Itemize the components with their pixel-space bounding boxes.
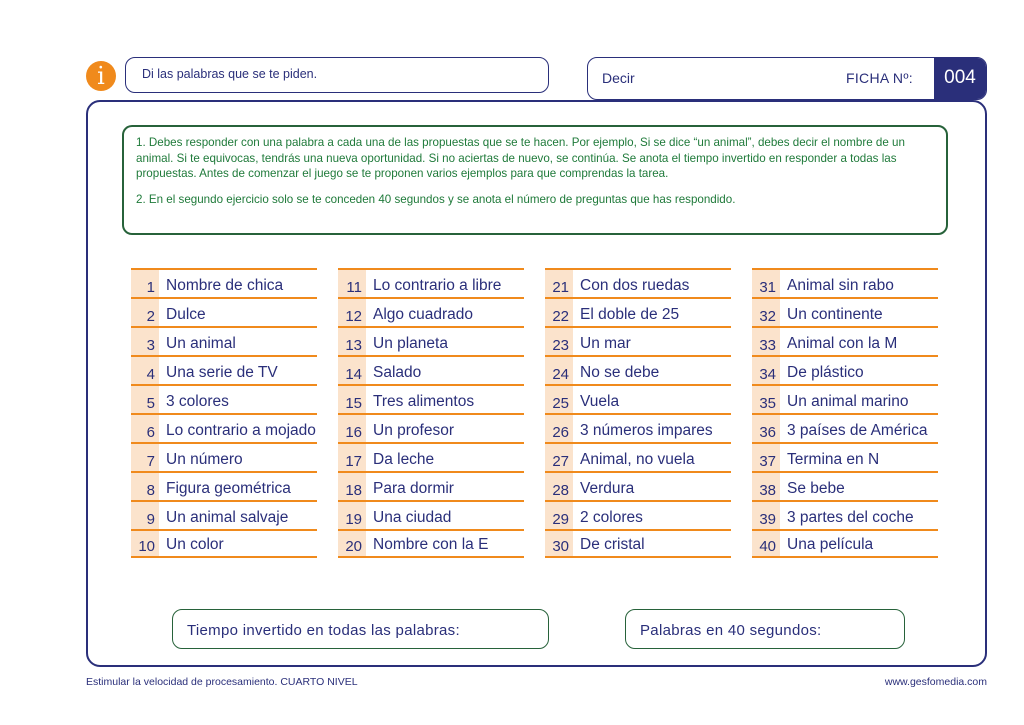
item-number: 32 xyxy=(759,308,776,325)
item-number: 9 xyxy=(146,511,155,528)
item-number: 31 xyxy=(759,279,776,296)
item-prompt: El doble de 25 xyxy=(580,306,680,323)
word-row xyxy=(131,297,317,326)
item-prompt: 3 países de América xyxy=(787,422,928,439)
word-row xyxy=(338,326,524,355)
item-number-cell xyxy=(752,270,780,297)
item-number-cell xyxy=(131,386,159,413)
item-number-cell xyxy=(545,357,573,384)
word-row xyxy=(752,384,938,413)
word-row xyxy=(131,529,317,558)
word-row xyxy=(752,268,938,297)
item-prompt: Termina en N xyxy=(787,451,880,468)
item-number-cell xyxy=(131,531,159,556)
item-prompt: No se debe xyxy=(580,364,660,381)
item-number-cell xyxy=(338,444,366,471)
item-number-cell xyxy=(752,444,780,471)
item-prompt: Animal, no vuela xyxy=(580,451,695,468)
item-prompt: De plástico xyxy=(787,364,864,381)
word-row xyxy=(545,413,731,442)
word-row xyxy=(752,500,938,529)
item-number-cell xyxy=(752,531,780,556)
item-number: 13 xyxy=(345,337,362,354)
word-row xyxy=(545,500,731,529)
word-row xyxy=(338,442,524,471)
item-number: 21 xyxy=(552,279,569,296)
word-row xyxy=(752,471,938,500)
item-number: 39 xyxy=(759,511,776,528)
item-number-cell xyxy=(131,299,159,326)
decir-label: Decir xyxy=(602,70,635,86)
item-prompt: 3 colores xyxy=(166,393,229,410)
decir-box xyxy=(587,57,987,100)
item-number-cell xyxy=(338,328,366,355)
item-number-cell xyxy=(545,444,573,471)
item-prompt: De cristal xyxy=(580,536,645,553)
item-number-cell xyxy=(545,270,573,297)
words-40-label: Palabras en 40 segundos: xyxy=(640,622,822,639)
item-prompt: Nombre de chica xyxy=(166,277,284,294)
item-number-cell xyxy=(338,386,366,413)
item-prompt: Para dormir xyxy=(373,480,454,497)
footer-website: www.gesfomedia.com xyxy=(884,676,987,688)
word-row xyxy=(545,355,731,384)
item-prompt: Un animal marino xyxy=(787,393,909,410)
instructions-paragraph-2: 2. En el segundo ejercicio solo se te conceden 40 segundos y se anota el número de preguntas que has respondido. xyxy=(136,192,736,206)
item-prompt: Vuela xyxy=(580,393,620,410)
item-number-cell xyxy=(338,299,366,326)
word-row xyxy=(131,500,317,529)
item-number-cell xyxy=(131,415,159,442)
item-number-cell xyxy=(545,415,573,442)
item-number-cell xyxy=(338,502,366,529)
item-number: 15 xyxy=(345,395,362,412)
item-number: 19 xyxy=(345,511,362,528)
item-prompt: Un número xyxy=(166,451,243,468)
item-number: 16 xyxy=(345,424,362,441)
item-prompt: Dulce xyxy=(166,306,206,323)
item-number-cell xyxy=(545,531,573,556)
item-number: 11 xyxy=(346,279,362,296)
item-number: 1 xyxy=(146,279,155,296)
item-prompt: Figura geométrica xyxy=(166,480,291,497)
item-prompt: Un planeta xyxy=(373,335,448,352)
word-row xyxy=(752,297,938,326)
item-prompt: 3 números impares xyxy=(580,422,713,439)
item-number-cell xyxy=(338,415,366,442)
item-number: 40 xyxy=(759,538,776,555)
item-number: 7 xyxy=(146,453,155,470)
item-prompt: Verdura xyxy=(580,480,635,497)
item-prompt: Nombre con la E xyxy=(373,536,489,553)
ficha-label: FICHA Nº: xyxy=(846,70,913,86)
item-prompt: Se bebe xyxy=(787,480,845,497)
item-number-cell xyxy=(545,328,573,355)
item-number: 20 xyxy=(345,538,362,555)
item-number: 5 xyxy=(146,395,155,412)
words-40-box[interactable] xyxy=(625,609,905,649)
word-column-3 xyxy=(545,268,731,558)
item-number-cell xyxy=(545,386,573,413)
word-row xyxy=(338,471,524,500)
item-number: 12 xyxy=(345,308,362,325)
item-number: 4 xyxy=(146,366,155,383)
item-number: 33 xyxy=(759,337,776,354)
word-row xyxy=(338,500,524,529)
word-column-1 xyxy=(131,268,317,558)
item-prompt: Una película xyxy=(787,536,874,553)
item-number: 8 xyxy=(146,482,155,499)
item-number: 36 xyxy=(759,424,776,441)
item-prompt: Da leche xyxy=(373,451,435,468)
ficha-number: 004 xyxy=(934,58,986,99)
item-number-cell xyxy=(545,502,573,529)
item-number-cell xyxy=(131,444,159,471)
item-number-cell xyxy=(752,473,780,500)
word-column-4 xyxy=(752,268,938,558)
word-row xyxy=(131,384,317,413)
instructions-paragraph-1: 1. Debes responder con una palabra a cada una de las propuestas que se te hacen. Por ejemplo, Si se dice “un animal”, debes decir el nombre de un animal. Si te equivocas, tendrás una nueva oportunidad. Si no aciertas de nuevo, se continúa. Se anota el tiempo invertido en responder a todas las propuestas. Antes de comenzar el juego se te proponen varios ejemplos para que comprendas la tarea. xyxy=(136,136,905,180)
item-number: 38 xyxy=(759,482,776,499)
item-prompt: Un animal salvaje xyxy=(166,509,289,526)
item-number-cell xyxy=(752,299,780,326)
instruction-text: Di las palabras que se te piden. xyxy=(142,67,318,81)
item-number: 14 xyxy=(345,366,362,383)
item-number: 35 xyxy=(759,395,776,412)
item-prompt: Un profesor xyxy=(373,422,454,439)
item-number: 30 xyxy=(552,538,569,555)
item-number: 37 xyxy=(759,453,776,470)
word-row xyxy=(131,471,317,500)
word-row xyxy=(131,413,317,442)
item-number: 24 xyxy=(552,366,569,383)
item-prompt: Un animal xyxy=(166,335,236,352)
item-number: 26 xyxy=(552,424,569,441)
item-number: 2 xyxy=(146,308,155,325)
item-number-cell xyxy=(752,386,780,413)
item-number-cell xyxy=(752,328,780,355)
item-prompt: Una serie de TV xyxy=(166,364,278,381)
item-number-cell xyxy=(338,357,366,384)
item-prompt: Un continente xyxy=(787,306,883,323)
item-number-cell xyxy=(338,270,366,297)
item-number: 6 xyxy=(146,424,155,441)
word-row xyxy=(131,442,317,471)
word-row xyxy=(545,384,731,413)
word-row xyxy=(338,529,524,558)
item-number-cell xyxy=(131,328,159,355)
time-box[interactable] xyxy=(172,609,549,649)
word-row xyxy=(545,268,731,297)
item-number: 10 xyxy=(138,538,155,555)
word-row xyxy=(131,268,317,297)
item-prompt: Lo contrario a mojado xyxy=(166,422,316,439)
item-number-cell xyxy=(131,270,159,297)
word-row xyxy=(545,529,731,558)
word-row xyxy=(131,326,317,355)
item-prompt: Una ciudad xyxy=(373,509,452,526)
item-number-cell xyxy=(131,357,159,384)
item-number-cell xyxy=(545,299,573,326)
instruction-box xyxy=(125,57,549,93)
item-number: 34 xyxy=(759,366,776,383)
item-number: 22 xyxy=(552,308,569,325)
info-icon: i xyxy=(86,61,116,91)
item-number: 3 xyxy=(146,337,155,354)
item-number-cell xyxy=(131,502,159,529)
footer-title: Estimular la velocidad de procesamiento. CUARTO NIVEL xyxy=(86,676,358,688)
item-prompt: Algo cuadrado xyxy=(373,306,473,323)
item-prompt: Un color xyxy=(166,536,224,553)
word-row xyxy=(545,471,731,500)
word-row xyxy=(338,268,524,297)
word-row xyxy=(545,326,731,355)
word-row xyxy=(752,413,938,442)
word-row xyxy=(545,297,731,326)
item-number-cell xyxy=(131,473,159,500)
word-row xyxy=(338,384,524,413)
item-number: 18 xyxy=(345,482,362,499)
word-row xyxy=(338,413,524,442)
item-prompt: Salado xyxy=(373,364,422,381)
item-number-cell xyxy=(752,415,780,442)
instructions-box xyxy=(122,125,948,235)
item-prompt: Un mar xyxy=(580,335,631,352)
word-row xyxy=(752,355,938,384)
item-number-cell xyxy=(338,531,366,556)
time-label: Tiempo invertido en todas las palabras: xyxy=(187,622,460,639)
item-number: 28 xyxy=(552,482,569,499)
word-column-2 xyxy=(338,268,524,558)
word-row xyxy=(338,355,524,384)
item-number-cell xyxy=(752,502,780,529)
item-number: 25 xyxy=(552,395,569,412)
word-row xyxy=(545,442,731,471)
item-prompt: Tres alimentos xyxy=(373,393,475,410)
item-prompt: Con dos ruedas xyxy=(580,277,690,294)
item-prompt: Lo contrario a libre xyxy=(373,277,502,294)
item-number: 27 xyxy=(552,453,569,470)
item-prompt: Animal con la M xyxy=(787,335,898,352)
item-number: 29 xyxy=(552,511,569,528)
item-number-cell xyxy=(752,357,780,384)
word-row xyxy=(752,442,938,471)
item-prompt: 3 partes del coche xyxy=(787,509,914,526)
word-row xyxy=(131,355,317,384)
word-row xyxy=(338,297,524,326)
item-number-cell xyxy=(338,473,366,500)
item-prompt: 2 colores xyxy=(580,509,643,526)
item-number: 23 xyxy=(552,337,569,354)
item-prompt: Animal sin rabo xyxy=(787,277,894,294)
word-row xyxy=(752,529,938,558)
word-row xyxy=(752,326,938,355)
item-number-cell xyxy=(545,473,573,500)
item-number: 17 xyxy=(345,453,362,470)
